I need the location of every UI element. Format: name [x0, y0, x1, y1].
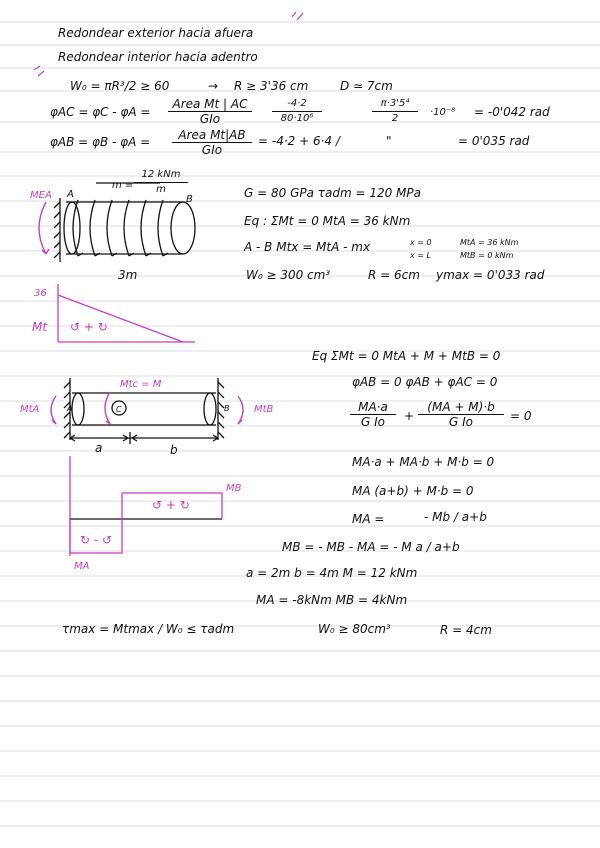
given-values: a = 2m b = 4m M = 12 kNm [246, 566, 418, 580]
phi-ab-lhs: φAB = φB - φA = [50, 135, 151, 149]
diag2-positive: ↺ + ↻ [152, 498, 190, 512]
mea-arrow [39, 202, 49, 254]
case1-x: x = 0 [410, 238, 432, 247]
frac2-den: G Io [449, 415, 473, 429]
beam1-b-label: B [186, 194, 193, 205]
phi-ac-result: = -0'042 rad [474, 105, 550, 119]
diagram1-sign: ↺ + ↻ [70, 320, 108, 334]
r-result: R ≥ 3'36 cm [234, 79, 309, 93]
phi-ac-value [272, 97, 322, 126]
frac2-num: (MA + M)·b [418, 400, 504, 415]
case2-x: x = L [410, 251, 431, 260]
compat-frac-1 [350, 400, 396, 429]
mta-label: MtA [20, 404, 40, 415]
mb-expression: MB = - MB - MA = - M a / a+b [282, 540, 460, 554]
mtx-expression: A - B Mtx = MtA - mx [244, 240, 371, 254]
phi-ac-lhs: φAC = φC - φA = [50, 105, 151, 119]
beam2-b-label: B [224, 404, 230, 413]
phi-ac-io-num: π·3'5⁴ [372, 97, 418, 112]
mb-tag: MB [226, 483, 242, 494]
phi-ac-val-num: -4·2 [272, 97, 322, 112]
phi-ac-fraction [168, 97, 252, 126]
reaction-results: MA = -8kNm MB = 4kNm [256, 593, 408, 607]
phi-ab-result: = 0'035 rad [458, 134, 530, 148]
derivation-a: MA·a + MA·b + M·b = 0 [352, 455, 495, 469]
w0-formula: W₀ = πR³/2 ≥ 60 [70, 79, 170, 93]
ma-tag: MA [74, 561, 90, 572]
beam1-a-label: A [67, 189, 74, 200]
load-fraction [134, 168, 188, 197]
load-num: 12 kNm [134, 168, 188, 183]
phi-ab-value: = -4·2 + 6·4 / [258, 134, 340, 148]
compat-plus: + [404, 409, 415, 423]
w0-result-1: W₀ ≥ 300 cm³ [246, 268, 331, 282]
compatibility: φAB = 0 φAB + φAC = 0 [352, 375, 498, 389]
dim-b: b [170, 443, 178, 457]
beam2-c-label: C [116, 405, 122, 414]
load-label: m = [112, 180, 134, 191]
d-result: D ≃ 7cm [340, 79, 393, 93]
phi-ac-io-den: 2 [391, 113, 399, 124]
phi-ab-ditto: " [386, 134, 392, 148]
phi-ac-frac-num: Area Mt | AC [168, 97, 252, 112]
diag2-negative: ↻ - ↺ [80, 533, 113, 547]
ymax-result: ymax = 0'033 rad [436, 268, 545, 282]
mtc-label: Mtc = M [120, 379, 162, 390]
phi-ac-val-den: 80·10⁶ [280, 113, 314, 124]
r-result-2: R = 4cm [440, 623, 492, 637]
phi-ac-frac-den: GIo [199, 112, 221, 126]
ma-rhs: - Mb / a+b [424, 510, 487, 524]
material-props: G = 80 GPa τadm = 120 MPa [244, 186, 421, 200]
mea-label: MEA [30, 190, 52, 201]
compat-eq-zero: = 0 [510, 409, 532, 423]
phi-ab-frac-num: Area Mt|AB [172, 128, 252, 143]
derivation-b: MA (a+b) + M·b = 0 [352, 484, 474, 498]
w0-result-2: W₀ ≥ 80cm³ [318, 622, 391, 636]
mtb-arrow [238, 396, 243, 424]
equilibrium-1: Eq : ΣMt = 0 MtA = 36 kNm [244, 214, 411, 228]
mta-arrow [51, 396, 56, 424]
phi-ab-fraction [172, 128, 252, 157]
ma-lhs: MA = [352, 512, 385, 526]
phi-ab-frac-den: GIo [201, 143, 223, 157]
diagram1-value: 36 [34, 288, 47, 299]
phi-ac-io [372, 97, 418, 126]
load-den: m [156, 184, 166, 195]
beam1-length: 3m [118, 268, 138, 282]
frac1-num: MA·a [350, 400, 396, 415]
phi-ac-pow: ·10⁻⁸ [430, 107, 456, 118]
mtb-label: MtB [254, 404, 274, 415]
tau-condition: τmax = Mtmax / W₀ ≤ τadm [62, 622, 235, 636]
note-header-2: Redondear interior hacia adentro [58, 50, 258, 64]
dim-a: a [95, 441, 103, 455]
case1-mt: MtA = 36 kNm [460, 238, 519, 247]
frac1-den: G Io [361, 415, 385, 429]
case2-mt: MtB = 0 kNm [460, 251, 514, 260]
equilibrium-2: Eq ΣMt = 0 MtA + M + MtB = 0 [312, 349, 501, 363]
mtc-arrow [105, 392, 110, 424]
r-result-1: R = 6cm [368, 268, 420, 282]
compat-frac-2 [418, 400, 504, 429]
diagram1-axis: Mt [32, 320, 48, 334]
note-header-1: Redondear exterior hacia afuera [58, 26, 254, 40]
arrow-glyph: → [208, 79, 219, 93]
beam2-a-label: A [67, 404, 73, 413]
